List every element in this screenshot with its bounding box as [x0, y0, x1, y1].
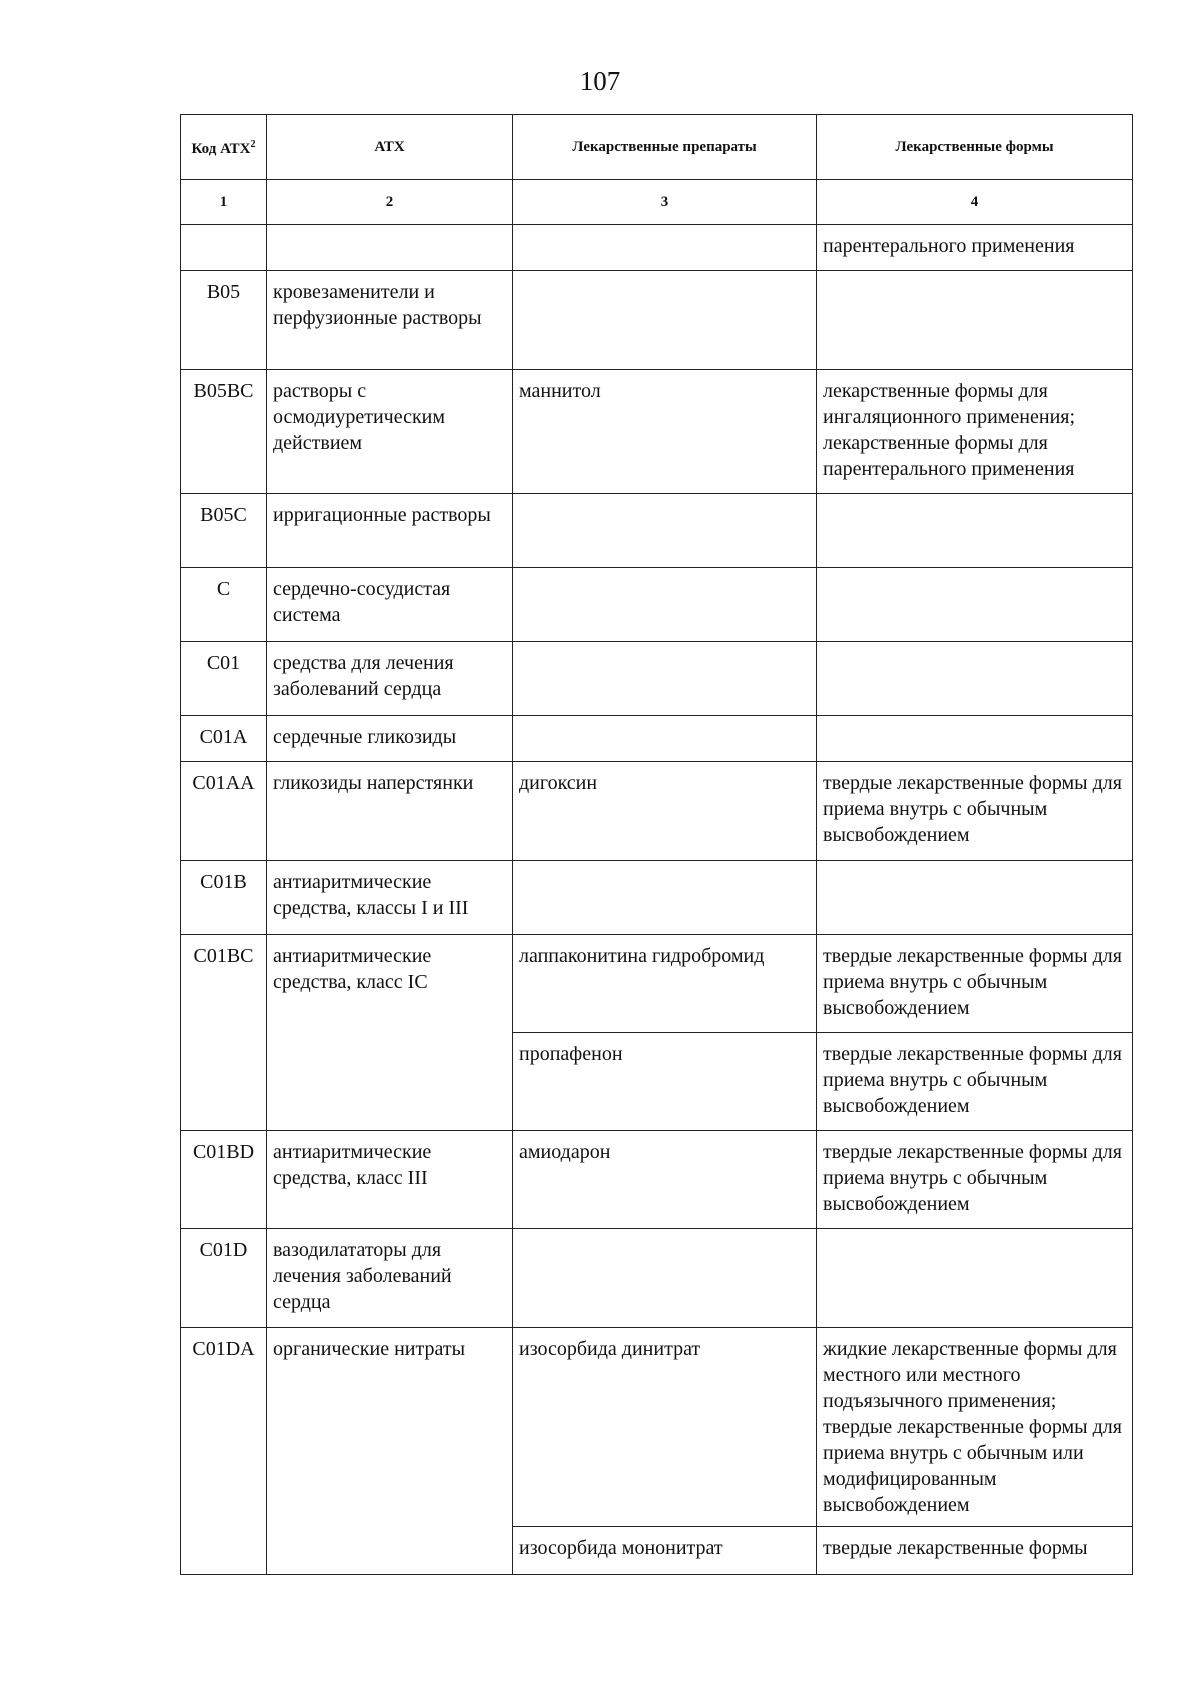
- atc-name-cell: [267, 225, 513, 271]
- form-cell: жидкие лекарственные формы для местного или местного подъязычного применения; твердые лекарственные формы для приема внутрь с обычным или модифицированным высвобождением: [817, 1328, 1133, 1527]
- atc-name-cell: антиаритмические средства, классы I и III: [267, 861, 513, 935]
- atc-name-cell: растворы с осмодиуретическим действием: [267, 370, 513, 494]
- form-cell: [817, 1229, 1133, 1328]
- drug-cell: пропафенон: [513, 1033, 817, 1131]
- column-number: 2: [267, 180, 513, 225]
- atc-name-cell: вазодилататоры для лечения заболеваний сердца: [267, 1229, 513, 1328]
- atc-table: [180, 114, 1133, 1575]
- atc-code-cell: C01AA: [181, 762, 267, 861]
- atc-name-cell: антиаритмические средства, класс III: [267, 1131, 513, 1229]
- form-cell: [817, 494, 1133, 568]
- drug-cell: [513, 568, 817, 642]
- drug-cell: [513, 271, 817, 370]
- atc-name-cell: сердечно-сосудистая система: [267, 568, 513, 642]
- header-drugs: Лекарственные препараты: [513, 115, 817, 180]
- header-atc: АТХ: [267, 115, 513, 180]
- drug-cell: [513, 716, 817, 762]
- table-row: [181, 1229, 1133, 1328]
- column-number: 1: [181, 180, 267, 225]
- form-cell: лекарственные формы для ингаляционного применения; лекарственные формы для парентерального применения: [817, 370, 1133, 494]
- atc-name-cell: антиаритмические средства, класс IC: [267, 935, 513, 1131]
- table-row: [181, 935, 1133, 1033]
- atc-code-cell: C01D: [181, 1229, 267, 1328]
- form-cell: твердые лекарственные формы: [817, 1527, 1133, 1575]
- table-row: [181, 568, 1133, 642]
- column-number-row: [181, 180, 1133, 225]
- atc-code-cell: C01: [181, 642, 267, 716]
- atc-code-cell: C01B: [181, 861, 267, 935]
- atc-code-cell: C01DA: [181, 1328, 267, 1575]
- drug-cell: лаппаконитина гидробромид: [513, 935, 817, 1033]
- table-row: [181, 716, 1133, 762]
- drug-cell: [513, 494, 817, 568]
- drug-cell: [513, 861, 817, 935]
- atc-name-cell: средства для лечения заболеваний сердца: [267, 642, 513, 716]
- table-row: [181, 494, 1133, 568]
- page-number: 107: [579, 66, 621, 96]
- atc-code-cell: B05C: [181, 494, 267, 568]
- column-number: 3: [513, 180, 817, 225]
- table-row: [181, 642, 1133, 716]
- table-row: [181, 271, 1133, 370]
- atc-code-cell: B05BC: [181, 370, 267, 494]
- drug-cell: амиодарон: [513, 1131, 817, 1229]
- table-row: [181, 861, 1133, 935]
- drug-cell: [513, 225, 817, 271]
- drug-cell: [513, 1229, 817, 1328]
- atc-name-cell: сердечные гликозиды: [267, 716, 513, 762]
- atc-code-cell: [181, 225, 267, 271]
- form-cell: твердые лекарственные формы для приема внутрь с обычным высвобождением: [817, 935, 1133, 1033]
- atc-code-cell: C01BD: [181, 1131, 267, 1229]
- atc-code-cell: C01BC: [181, 935, 267, 1131]
- table-row: [181, 1328, 1133, 1527]
- form-cell: твердые лекарственные формы для приема внутрь с обычным высвобождением: [817, 1033, 1133, 1131]
- table-row: [181, 370, 1133, 494]
- atc-code-cell: B05: [181, 271, 267, 370]
- header-forms: Лекарственные формы: [817, 115, 1133, 180]
- column-number: 4: [817, 180, 1133, 225]
- form-cell: [817, 642, 1133, 716]
- table-row: [181, 1131, 1133, 1229]
- atc-code-cell: C01A: [181, 716, 267, 762]
- atc-name-cell: органические нитраты: [267, 1328, 513, 1575]
- drug-cell: [513, 642, 817, 716]
- atc-name-cell: гликозиды наперстянки: [267, 762, 513, 861]
- drug-cell: изосорбида динитрат: [513, 1328, 817, 1527]
- atc-name-cell: ирригационные растворы: [267, 494, 513, 568]
- header-code: Код АТХ$^2$: [181, 115, 267, 180]
- form-cell: [817, 271, 1133, 370]
- form-cell: твердые лекарственные формы для приема внутрь с обычным высвобождением: [817, 1131, 1133, 1229]
- drug-cell: изосорбида мононитрат: [513, 1527, 817, 1575]
- form-cell: парентерального применения: [817, 225, 1133, 271]
- header-row: [181, 115, 1133, 180]
- form-cell: [817, 716, 1133, 762]
- table-row: [181, 762, 1133, 861]
- form-cell: твердые лекарственные формы для приема внутрь с обычным высвобождением: [817, 762, 1133, 861]
- atc-code-cell: C: [181, 568, 267, 642]
- atc-name-cell: кровезаменители и перфузионные растворы: [267, 271, 513, 370]
- drug-cell: дигоксин: [513, 762, 817, 861]
- drug-cell: маннитол: [513, 370, 817, 494]
- form-cell: [817, 861, 1133, 935]
- table-row: [181, 225, 1133, 271]
- form-cell: [817, 568, 1133, 642]
